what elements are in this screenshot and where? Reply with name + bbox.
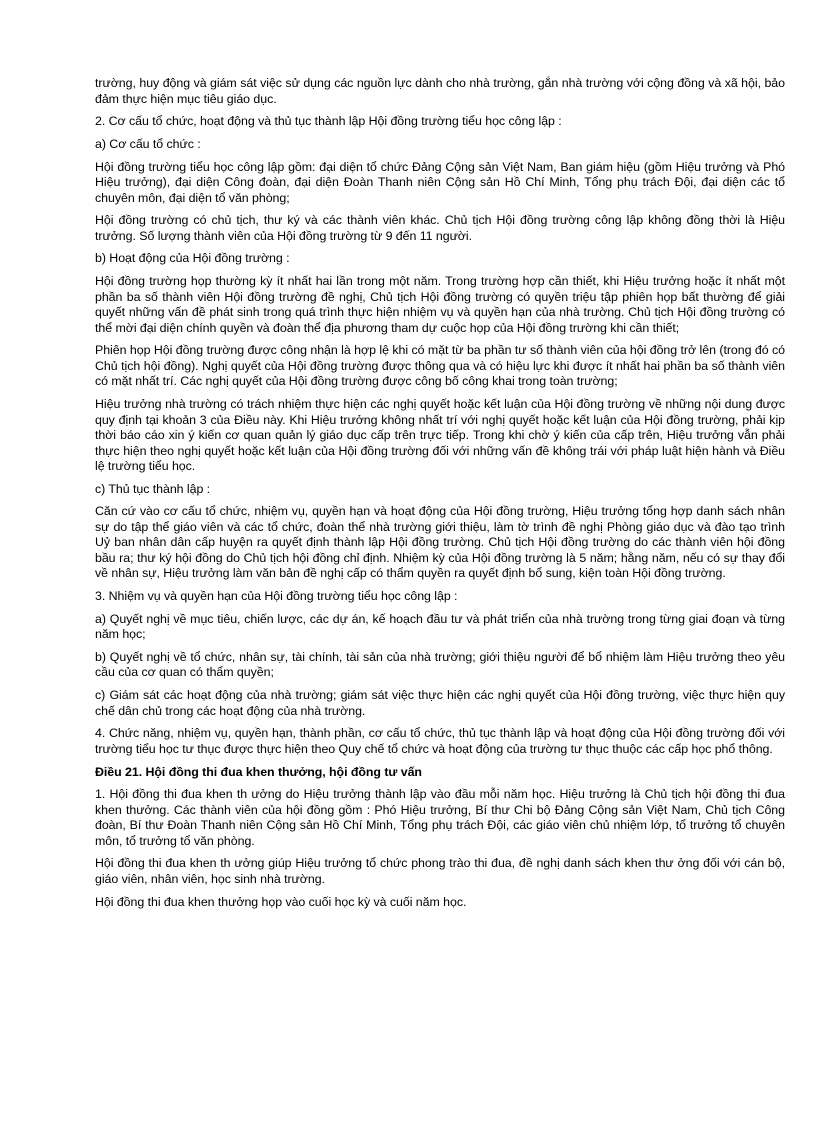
article-21-heading: Điều 21. Hội đồng thi đua khen thưởng, hội đồng tư vấn bbox=[95, 764, 422, 779]
paragraph-council-composition: 1. Hội đồng thi đua khen th ưởng do Hiệu trưởng thành lập vào đầu mỗi năm học. Hiệu trưởng là Chủ tịch hội đồng thi đua khen thưởng. Các thành viên của hội đồng gồm : Phó Hiệu trưởng, Bí thư Chi bộ Đảng Cộng sản Việt Nam, Chủ tịch Công đoàn, Bí thư Đoàn Thanh niên Cộng sản Hồ Chí Minh, Tổng phụ trách Đội, các giáo viên chủ nhiệm lớp, tổ trưởng tổ chuyên môn, tổ trưởng tổ văn phòng. bbox=[95, 787, 785, 848]
paragraph-intro-continuation: trường, huy động và giám sát việc sử dụng các nguồn lực dành cho nhà trường, gắn nhà trường với cộng đồng và xã hội, bảo đảm thực hiện mục tiêu giáo dục. bbox=[95, 76, 785, 106]
duty-item-b: b) Quyết nghị về tổ chức, nhân sự, tài chính, tài sản của nhà trường; giới thiệu người để bổ nhiệm làm Hiệu trưởng theo yêu cầu của cơ quan có thẩm quyền; bbox=[95, 649, 785, 680]
section-2-title: 2. Cơ cấu tổ chức, hoạt động và thủ tục thành lập Hội đồng trường tiểu học công lập : bbox=[95, 114, 562, 129]
paragraph-council-role: Hội đồng thi đua khen th ưởng giúp Hiệu trưởng tổ chức phong trào thi đua, đề nghị danh sách khen thư ởng đối với cán bộ, giáo viên, nhân viên, học sinh nhà trường. bbox=[95, 856, 785, 886]
paragraph-principal-duty: Hiệu trưởng nhà trường có trách nhiệm thực hiện các nghị quyết hoặc kết luận của Hội đồng trường về những nội dung được quy định tại khoản 3 của Điều này. Khi Hiệu trưởng không nhất trí với nghị quyết hoặc kết luận của Hội đồng trường, phải kịp thời báo cáo xin ý kiến cơ quan quản lý giáo dục cấp trên trực tiếp. Trong khi chờ ý kiến của cấp trên, Hiệu trưởng vẫn phải thực hiện theo nghị quyết hoặc kết luận của Hội đồng trường đối với những vấn đề không trái với pháp luật hiện hành và Điều lệ trường tiểu học. bbox=[95, 397, 785, 473]
paragraph-establishment: Căn cứ vào cơ cấu tổ chức, nhiệm vụ, quyền hạn và hoạt động của Hội đồng trường, Hiệu trưởng tổng hợp danh sách nhân sự do tập thể giáo viên và các tổ chức, đoàn thể nhà trường giới thiệu, làm tờ trình đề nghị Phòng giáo dục và đào tạo trình Uỷ ban nhân dân cấp huyện ra quyết định thành lập Hội đồng trường. Chủ tịch Hội đồng trường do các thành viên hội đồng bầu ra; thư ký hội đồng do Chủ tịch hội đồng chỉ định. Nhiệm kỳ của Hội đồng trường là 5 năm; hằng năm, nếu có sự thay đổi về nhân sự, Hiệu trưởng làm văn bản đề nghị cấp có thẩm quyền ra quyết định bổ sung, kiện toàn Hội đồng trường. bbox=[95, 504, 785, 581]
paragraph-chair-count: Hội đồng trường có chủ tịch, thư ký và các thành viên khác. Chủ tịch Hội đồng trường công lập không đồng thời là Hiệu trưởng. Số lượng thành viên của Hội đồng trường từ 9 đến 11 người. bbox=[95, 213, 785, 243]
paragraph-quorum: Phiên họp Hội đồng trường được công nhận là hợp lệ khi có mặt từ ba phần tư số thành viên của hội đồng trở lên (trong đó có Chủ tịch hội đồng). Nghị quyết của Hội đồng trường được thông qua và có hiệu lực khi được ít nhất hai phần ba số thành viên có mặt nhất trí. Các nghị quyết của Hội đồng trường được công bố công khai trong toàn trường; bbox=[95, 343, 785, 389]
section-3-title: 3. Nhiệm vụ và quyền hạn của Hội đồng trường tiểu học công lập : bbox=[95, 589, 458, 604]
paragraph-council-meetings: Hội đồng thi đua khen thưởng họp vào cuối học kỳ và cuối năm học. bbox=[95, 894, 467, 909]
subsection-c-title: c) Thủ tục thành lập : bbox=[95, 481, 211, 496]
paragraph-meetings: Hội đồng trường họp thường kỳ ít nhất hai lần trong một năm. Trong trường hợp cần thiết, khi Hiệu trưởng hoặc ít nhất một phần ba số thành viên Hội đồng trường đề nghị, Chủ tịch Hội đồng trường có quyền triệu tập phiên họp bất thường để giải quyết những vấn đề phát sinh trong quá trình thực hiện nhiệm vụ và quyền hạn của nhà trường. Chủ tịch Hội đồng trường có thể mời đại diện chính quyền và đoàn thể địa phương tham dự cuộc họp của Hội đồng trường khi cần thiết; bbox=[95, 274, 785, 335]
subsection-a-title: a) Cơ cấu tổ chức : bbox=[95, 136, 201, 151]
section-4-paragraph: 4. Chức năng, nhiệm vụ, quyền hạn, thành phần, cơ cấu tổ chức, thủ tục thành lập và hoạt động của Hội đồng trường đối với trường tiểu học tư thục được thực hiện theo Quy chế tổ chức và hoạt động của trường tư thục thuộc các cấp học phổ thông. bbox=[95, 726, 785, 756]
duty-item-c: c) Giám sát các hoạt động của nhà trường; giám sát việc thực hiện các nghị quyết của Hội đồng trường, việc thực hiện quy chế dân chủ trong các hoạt động của nhà trường. bbox=[95, 688, 785, 718]
duty-item-a: a) Quyết nghị về mục tiêu, chiến lược, các dự án, kế hoạch đầu tư và phát triển của nhà trường trong từng giai đoạn và từng năm học; bbox=[95, 611, 785, 642]
subsection-b-title: b) Hoạt động của Hội đồng trường : bbox=[95, 251, 290, 266]
paragraph-members: Hội đồng trường tiểu học công lập gồm: đại diện tổ chức Đảng Cộng sản Việt Nam, Ban giám hiệu (gồm Hiệu trưởng và Phó Hiệu trưởng), đại diện Công đoàn, đại diện Đoàn Thanh niên Cộng sản Hồ Chí Minh, Tổng phụ trách Đội, đại diện các tổ chuyên môn, đại diện tổ văn phòng; bbox=[95, 159, 785, 205]
document-page bbox=[95, 76, 785, 917]
